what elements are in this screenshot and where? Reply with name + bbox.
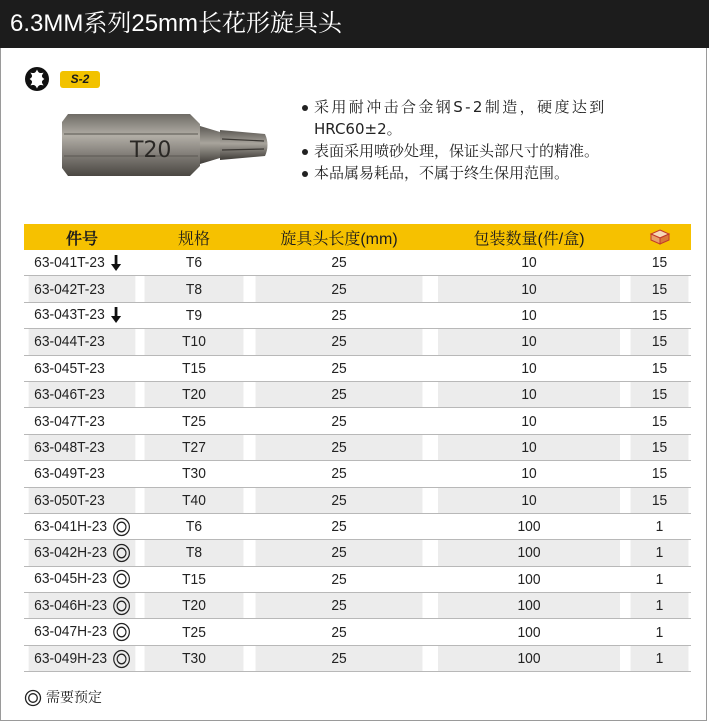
cell-part-number (29, 645, 136, 671)
table-row (24, 250, 691, 276)
part-number-text: 63-041T-23 (34, 253, 105, 271)
cell-pack-qty: 10 (438, 329, 620, 355)
cell-pack-qty: 10 (438, 250, 620, 276)
cell-length: 25 (255, 540, 422, 566)
header-pack-qty: 包装数量(件/盒) (430, 224, 628, 250)
table-row (24, 276, 691, 302)
arrow-down-icon (110, 254, 121, 272)
part-number-text: 63-046T-23 (34, 386, 105, 404)
cell-length: 25 (255, 461, 422, 487)
feature-item: 本品属易耗品，不属于终生保用范围。 (300, 162, 692, 184)
table-row (24, 487, 691, 513)
feature-list (300, 96, 692, 184)
table-row (24, 434, 691, 460)
double-circle-icon (113, 569, 131, 589)
double-circle-icon (113, 543, 131, 563)
part-number-text: 63-045T-23 (34, 359, 105, 377)
part-number-text: 63-048T-23 (34, 438, 105, 456)
cell-part-number (29, 302, 136, 328)
cell-part-number (29, 250, 136, 276)
cell-pack-qty: 100 (438, 593, 620, 619)
cell-pack-qty: 10 (438, 461, 620, 487)
cell-length: 25 (255, 593, 422, 619)
cell-spec: T6 (144, 513, 243, 539)
cell-spec: T8 (144, 540, 243, 566)
cell-length: 25 (255, 302, 422, 328)
cell-spec: T30 (144, 461, 243, 487)
cell-pack-qty: 10 (438, 434, 620, 460)
header-box-qty (628, 224, 691, 250)
part-number-text: 63-042H-23 (34, 543, 108, 561)
part-number-text: 63-046H-23 (34, 596, 108, 614)
header-part-number: 件号 (24, 224, 140, 250)
spec-table (24, 224, 691, 672)
cell-spec: T15 (144, 566, 243, 592)
cell-spec: T10 (144, 329, 243, 355)
part-number-text: 63-041H-23 (34, 517, 108, 535)
cell-box-qty: 15 (631, 434, 689, 460)
cell-spec: T25 (144, 408, 243, 434)
cell-spec: T40 (144, 487, 243, 513)
page-title: 6.3MM系列25mm长花形旋具头 (0, 0, 709, 48)
cell-pack-qty: 100 (438, 619, 620, 645)
part-number-text: 63-045H-23 (34, 570, 108, 588)
cell-box-qty: 15 (631, 355, 689, 381)
double-circle-icon (113, 649, 131, 669)
cell-spec: T27 (144, 434, 243, 460)
double-circle-icon (24, 689, 42, 707)
spec-table-body (24, 250, 691, 672)
table-row (24, 355, 691, 381)
cell-box-qty: 15 (631, 250, 689, 276)
cell-pack-qty: 100 (438, 540, 620, 566)
cell-box-qty: 1 (631, 513, 689, 539)
part-number-text: 63-049T-23 (34, 465, 105, 483)
bit-label: T20 (130, 138, 172, 163)
cell-part-number (29, 381, 136, 407)
double-circle-icon (113, 517, 131, 537)
cell-length: 25 (255, 355, 422, 381)
cell-box-qty: 1 (631, 645, 689, 671)
cell-part-number (29, 540, 136, 566)
cell-spec: T30 (144, 645, 243, 671)
part-number-text: 63-050T-23 (34, 491, 105, 509)
box-icon (649, 228, 671, 246)
header-length: 旋具头长度(mm) (248, 224, 430, 250)
cell-box-qty: 1 (631, 619, 689, 645)
cell-box-qty: 15 (631, 487, 689, 513)
cell-box-qty: 15 (631, 329, 689, 355)
double-circle-icon (113, 596, 131, 616)
cell-pack-qty: 100 (438, 566, 620, 592)
cell-length: 25 (255, 250, 422, 276)
table-row (24, 329, 691, 355)
cell-box-qty: 15 (631, 461, 689, 487)
cell-length: 25 (255, 329, 422, 355)
table-row (24, 513, 691, 539)
cell-part-number (29, 513, 136, 539)
cell-part-number (29, 461, 136, 487)
cell-spec: T9 (144, 302, 243, 328)
feature-item: 表面采用喷砂处理，保证头部尺寸的精准。 (300, 140, 692, 162)
legend-text: 需要预定 (46, 690, 102, 706)
cell-length: 25 (255, 408, 422, 434)
cell-part-number (29, 408, 136, 434)
table-row (24, 381, 691, 407)
table-row (24, 461, 691, 487)
cell-pack-qty: 10 (438, 381, 620, 407)
table-row (24, 645, 691, 671)
cell-spec: T8 (144, 276, 243, 302)
material-badge: S-2 (60, 71, 100, 88)
cell-pack-qty: 10 (438, 302, 620, 328)
cell-spec: T20 (144, 381, 243, 407)
legend (24, 688, 102, 708)
cell-length: 25 (255, 645, 422, 671)
cell-pack-qty: 10 (438, 408, 620, 434)
table-row (24, 540, 691, 566)
cell-part-number (29, 276, 136, 302)
part-number-text: 63-049H-23 (34, 649, 108, 667)
table-row (24, 566, 691, 592)
cell-length: 25 (255, 276, 422, 302)
cell-part-number (29, 329, 136, 355)
cell-pack-qty: 100 (438, 645, 620, 671)
cell-length: 25 (255, 566, 422, 592)
header-spec: 规格 (140, 224, 248, 250)
cell-box-qty: 15 (631, 381, 689, 407)
cell-box-qty: 1 (631, 593, 689, 619)
cell-spec: T6 (144, 250, 243, 276)
part-number-text: 63-047H-23 (34, 623, 108, 641)
cell-spec: T25 (144, 619, 243, 645)
cell-length: 25 (255, 434, 422, 460)
cell-length: 25 (255, 619, 422, 645)
cell-length: 25 (255, 487, 422, 513)
cell-spec: T20 (144, 593, 243, 619)
cell-length: 25 (255, 381, 422, 407)
cell-part-number (29, 619, 136, 645)
torx-icon (24, 66, 50, 92)
part-number-text: 63-043T-23 (34, 306, 105, 324)
arrow-down-icon (110, 306, 121, 324)
table-row (24, 408, 691, 434)
double-circle-icon (113, 622, 131, 642)
cell-part-number (29, 593, 136, 619)
table-row (24, 593, 691, 619)
table-row (24, 302, 691, 328)
cell-pack-qty: 10 (438, 355, 620, 381)
bit-image (60, 112, 275, 178)
cell-part-number (29, 355, 136, 381)
part-number-text: 63-047T-23 (34, 412, 105, 430)
part-number-text: 63-044T-23 (34, 333, 105, 351)
cell-box-qty: 15 (631, 276, 689, 302)
cell-spec: T15 (144, 355, 243, 381)
table-header-row (24, 224, 691, 250)
cell-pack-qty: 10 (438, 276, 620, 302)
cell-part-number (29, 566, 136, 592)
feature-item: 采用耐冲击合金钢S-2制造，硬度达到 HRC60±2。 (300, 96, 692, 140)
cell-length: 25 (255, 513, 422, 539)
cell-pack-qty: 100 (438, 513, 620, 539)
cell-pack-qty: 10 (438, 487, 620, 513)
cell-box-qty: 1 (631, 540, 689, 566)
cell-part-number (29, 434, 136, 460)
cell-part-number (29, 487, 136, 513)
cell-box-qty: 15 (631, 408, 689, 434)
part-number-text: 63-042T-23 (34, 280, 105, 298)
table-row (24, 619, 691, 645)
cell-box-qty: 1 (631, 566, 689, 592)
cell-box-qty: 15 (631, 302, 689, 328)
